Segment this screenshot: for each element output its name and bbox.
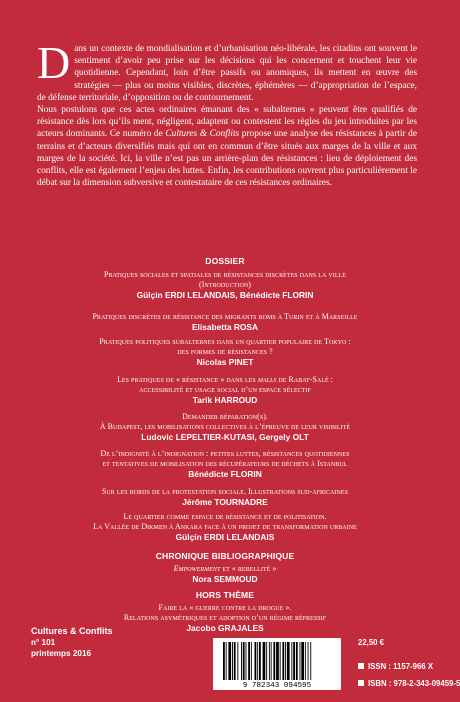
price: 22,50 € (358, 638, 385, 647)
journal-season: printemps 2016 (31, 649, 92, 658)
entry-title: Les pratiques de « résistance » dans les malls de Rabat-Salé : (117, 375, 333, 384)
entry-title: Sur les bords de la protestation sociale. Illustrations sud-africaines (101, 487, 349, 496)
bullet-square-icon (358, 663, 364, 669)
entry-title-line-2: Relations asymétriques et adoption d’un régime répressif (123, 613, 327, 622)
entry-title-line-2: (Introduction) (199, 280, 251, 289)
dossier-heading: DOSSIER (205, 256, 245, 266)
toc-entry (20, 412, 430, 443)
intro-text (37, 37, 417, 189)
isbn: ISBN : 978-2-343-09459-5 (368, 679, 460, 688)
entry-title-line-2: des formes de résistances ? (177, 347, 273, 356)
entry-title: Pratiques sociales et spatiales de résistances discrètes dans la ville (104, 270, 346, 279)
barcode (213, 638, 341, 690)
entry-author: Bénédicte FLORIN (188, 469, 262, 479)
toc-entry (20, 337, 430, 368)
entry-title-line-2: accessibilité et usage social d’un espace sélectif (139, 385, 311, 394)
hors-theme-heading: HORS THÈME (195, 590, 255, 600)
entry-title-line-2: et tentatives de mobilisation des récupérateurs de déchets à Istanbul (102, 459, 348, 468)
entry-title-line-2: À Budapest, les mobilisations collectives à l’épreuve de leur visibilité (99, 422, 351, 431)
entry-author: Ludovic LEPELTIER-KUTASI, Gergely OLT (141, 432, 309, 442)
journal-number: n° 101 (31, 638, 56, 647)
entry-title: Demander réparation(s). (182, 412, 268, 421)
entry-title-line-2: La Vallée de Dikmen à Ankara face à un projet de transformation urbaine (93, 522, 357, 531)
journal-name: Cultures & Conflits (31, 626, 113, 636)
entry-author: Nicolas PINET (196, 357, 254, 367)
chronique-heading: CHRONIQUE BIBLIOGRAPHIQUE (155, 551, 295, 561)
toc-entry (20, 270, 430, 301)
toc-entry (20, 487, 430, 508)
entry-author: Gülçin ERDI LELANDAIS, Bénédicte FLORIN (136, 290, 314, 300)
intro-paragraph-2: Nous postulons que ces actes ordinaires émanant des « subalternes » peuvent être qualifiés de résistance dès lors qu’ils ment, négligent, adaptent ou contestent les règles du jeu introduites par les acteurs dominants. Ce numéro de Cultures & Conflits propose une analyse des résistances à partir de terrains et d’acteurs diversifiés mais qui ont en commun d’être situés aux marges de la ville et aux marges de la société. Ici, la ville n’est pas un arrière-plan des résistances : lieu de déploiement des conflits, elle est également l’enjeu des luttes. Enfin, les contributions ouvrent plus particulièrement le débat sur la dimension subversive et contestataire de ces résistances ordinaires. (37, 105, 417, 189)
entry-author: Tarik HARROUD (192, 395, 258, 405)
barcode-bars (213, 638, 341, 690)
barcode-digits: 9 782343 094595 (242, 682, 312, 690)
journal-info (31, 626, 113, 659)
entry-title: De l’indignité à l’indignation : petites luttes, résistances quotidiennes (100, 449, 350, 458)
toc-entry (20, 449, 430, 480)
entry-author: Jacobo GRAJALES (186, 623, 264, 633)
toc-entry (20, 512, 430, 543)
entry-title: Pratiques discrètes de résistance des migrants roms à Turin et à Marseille (92, 312, 358, 321)
toc-entry (20, 564, 430, 585)
entry-title: Pratiques politiques subalternes dans un quartier populaire de Tokyo : (99, 337, 351, 346)
journal-name-inline: Cultures & Conflits (165, 129, 240, 140)
intro-paragraph-1: Dans un contexte de mondialisation et d’urbanisation néo-libérale, les citadins ont souvent le sentiment d’avoir peu prise sur les décisions qui les concernent et touchent leur vie quotidienne. Cependant, loin d’être passifs ou anomiques, ils mettent en œuvre des stratégies — plus ou moins visibles, discrètes, éphémères — d’appropriation de l’espace, de défense territoriale, d’opposition ou de contournement. (37, 37, 417, 103)
entry-author: Elisabetta ROSA (191, 322, 259, 332)
entry-title: Le quartier comme espace de résistance et de politisation. (123, 512, 327, 521)
entry-title: Empowerment et « rebellité » (173, 564, 277, 573)
entry-author: Jérôme TOURNADRE (182, 497, 268, 507)
entry-title: Faire la « guerre contre la drogue ». (158, 603, 292, 612)
drop-cap: D (37, 37, 71, 88)
entry-author: Gülçin ERDI LELANDAIS (175, 532, 275, 542)
toc-entry (20, 375, 430, 406)
toc-entry (20, 312, 430, 333)
bullet-square-icon (358, 680, 364, 686)
issn: ISSN : 1157-966 X (368, 662, 434, 671)
entry-author: Nora SEMMOUD (192, 574, 258, 584)
